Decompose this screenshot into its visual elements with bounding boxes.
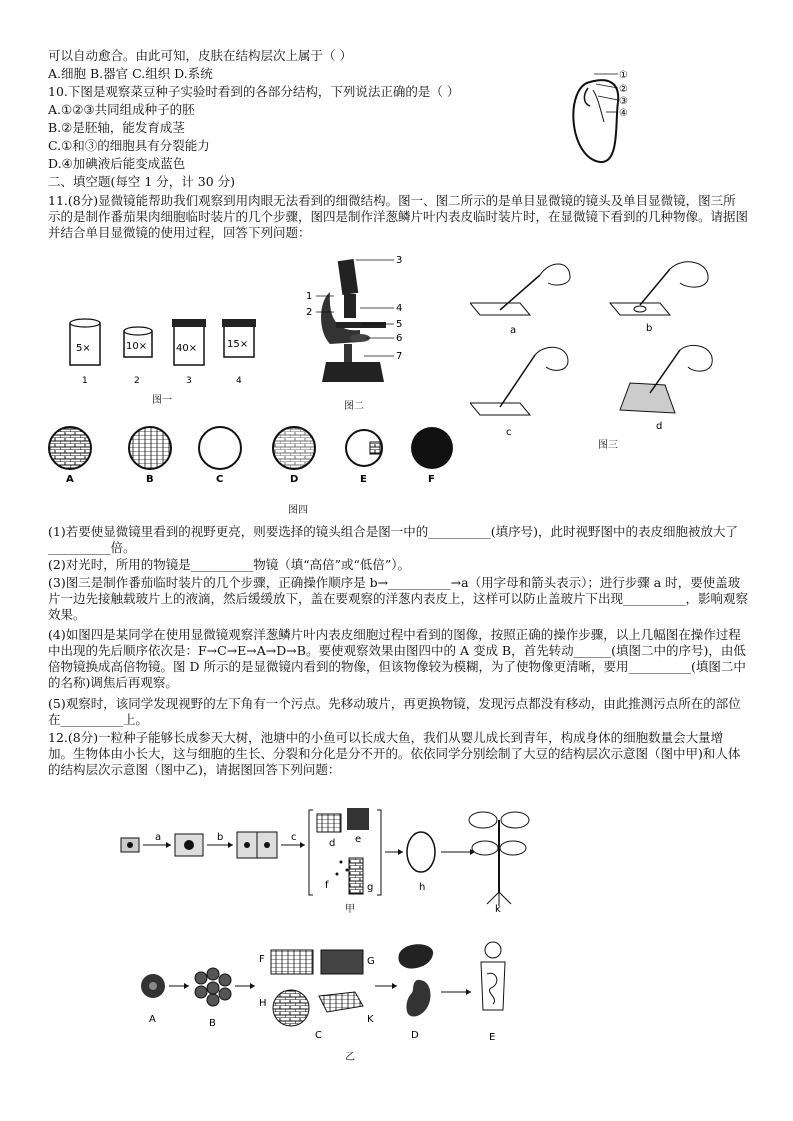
option-b: B.②是胚轴，能发育成茎 <box>48 120 185 135</box>
jia-label-k: k <box>495 904 501 915</box>
fig3-caption: 图三 <box>598 440 618 451</box>
view-a <box>49 427 91 485</box>
step-b <box>610 262 708 334</box>
jia-label-f: f <box>325 880 329 891</box>
jia-label-a: a <box>155 832 162 843</box>
question-12-stem: 12.(8分)一粒种子能够长成参天大树，池塘中的小鱼可以长成大鱼，我们从婴儿成长到青年，构成身体的细胞数量会大量增加。生物体由小长大，这与细胞的生长、分裂和分化是分不开的。依依同学分别绘制了大豆的结构层次示意图（图中甲)和人体的结构层次示意图（图中乙)，请据图回答下列问题： <box>48 730 741 777</box>
view-d-label: D <box>290 474 299 485</box>
jia-label-h: h <box>419 882 426 893</box>
fig2-caption: 图二 <box>344 401 364 412</box>
lens-3-mag: 40× <box>176 343 198 354</box>
seed-label-1: ① <box>619 70 628 81</box>
lens-2 <box>124 327 152 386</box>
lens-1-num: 1 <box>82 376 88 386</box>
lens-2-mag: 10× <box>126 341 148 352</box>
view-b <box>129 427 171 485</box>
view-f <box>411 427 453 485</box>
lens-3 <box>172 319 206 386</box>
lens-4 <box>222 319 256 386</box>
step-d <box>620 345 712 432</box>
view-a-label: A <box>66 474 74 485</box>
lens-4-mag: 15× <box>227 339 249 350</box>
seed-label-3: ③ <box>619 96 628 107</box>
yi-caption: 乙 <box>345 1052 355 1063</box>
view-d <box>273 427 315 485</box>
question-11-stem: 11.(8分)显微镜能帮助我们观察到用肉眼无法看到的细微结构。图一、图二所示的是单目显微镜的镜头及单目显微镜，图三所示的是制作番茄果肉细胞临时装片的几个步骤，图四是制作洋葱鳞片叶内表皮临时装片时，在显微镜下看到的几种物像。请据图并结合单目显微镜的使用过程，回答下列问题： <box>48 193 749 240</box>
jia-label-b: b <box>217 832 224 843</box>
fig4-caption: 图四 <box>288 505 308 516</box>
slide-steps-figure <box>470 255 730 450</box>
seed-label-4: ④ <box>619 108 628 119</box>
yi-label-b: B <box>209 1018 216 1029</box>
question-11-4: (4)如图四是某同学在使用显微镜观察洋葱鳞片叶内表皮细胞过程中看到的图像，按照正确的操作步骤，以上几幅图在操作过程中出现的先后顺序依次是：F→C→E→A→D→B。要使观察效果由图四中的 A 变成 B，首先转动______(填图二中的序号)，由低倍物镜换成高倍物镜。图 D 所示的是显微镜内看到的物像，但该物像较为模糊，为了使物像更清晰，要用__________(填图二中的名称)调焦后再观察。 <box>48 627 746 690</box>
human-hierarchy-figure <box>135 940 535 1050</box>
yi-label-c: C <box>315 1030 322 1041</box>
step-d-label: d <box>656 421 663 432</box>
yi-label-g: G <box>367 956 375 967</box>
view-f-label: F <box>428 474 435 485</box>
text-line: 可以自动愈合。由此可知，皮肤在结构层次上属于（ ） <box>48 48 352 63</box>
option-a: A.①②③共同组成种子的胚 <box>48 102 195 117</box>
soybean-hierarchy-figure <box>115 800 545 920</box>
option-c: C.①和③的细胞具有分裂能力 <box>48 138 210 153</box>
step-b-label: b <box>646 323 653 334</box>
question-11-1: (1)若要使显微镜里看到的视野更亮，则要选择的镜头组合是图一中的__________(填序号)，此时视野图中的表皮细胞被放大了__________倍。 <box>48 524 738 555</box>
option-d: D.④加碘液后能变成蓝色 <box>48 156 186 171</box>
lens-2-num: 2 <box>134 376 140 386</box>
jia-label-g: g <box>367 882 374 893</box>
scope-label-5: 5 <box>396 319 403 330</box>
lens-1 <box>70 319 100 386</box>
step-a-label: a <box>510 325 517 336</box>
scope-label-7: 7 <box>396 351 403 362</box>
view-e-label: E <box>360 474 367 485</box>
scope-label-2: 2 <box>306 307 313 318</box>
fig1-caption: 图一 <box>152 395 172 406</box>
view-c-label: C <box>216 474 224 485</box>
question-11-2: (2)对光时，所用的物镜是__________物镜（填“高倍”或“低倍”）。 <box>48 557 411 572</box>
view-e <box>346 430 382 485</box>
lens-1-mag: 5× <box>76 343 91 354</box>
question-11-3: (3)图三是制作番茄临时装片的几个步骤，正确操作顺序是 b→__________→a（用字母和箭头表示）；进行步骤 a 时，要使盖玻片一边先接触载玻片上的液滴，然后缓缓放下，盖在要观察的洋葱内表皮上，这样可以防止盖玻片下出现__________，影响观察效果。 <box>48 575 749 622</box>
question-11-5: (5)观察时，该同学发现视野的左下角有一个污点。先移动玻片，再更换物镜，发现污点都没有移动，由此推测污点所在的部位在__________上。 <box>48 696 741 727</box>
view-c <box>199 427 241 485</box>
step-a <box>470 264 570 336</box>
lens-figure <box>62 315 272 395</box>
lens-4-num: 4 <box>236 376 242 386</box>
yi-label-a: A <box>149 1014 156 1025</box>
section-heading: 二、填空题(每空 1 分，计 30 分) <box>48 174 236 189</box>
question-10: 10.下图是观察菜豆种子实验时看到的各部分结构，下列说法正确的是（ ） <box>48 84 460 99</box>
microscope-figure <box>300 252 420 392</box>
jia-label-e: e <box>355 834 362 845</box>
jia-caption: 甲 <box>345 904 355 915</box>
yi-label-k: K <box>367 1014 374 1025</box>
view-images-figure <box>40 420 500 490</box>
bean-seed-figure <box>560 62 650 172</box>
options-line: A.细胞 B.器官 C.组织 D.系统 <box>48 66 213 81</box>
yi-label-e: E <box>489 1032 496 1043</box>
yi-label-h: H <box>259 998 267 1009</box>
scope-label-3: 3 <box>396 255 403 266</box>
jia-label-c: c <box>291 832 297 843</box>
step-c-label: c <box>506 427 512 438</box>
lens-3-num: 3 <box>186 376 192 386</box>
scope-label-1: 1 <box>306 291 313 302</box>
jia-label-d: d <box>329 838 336 849</box>
yi-label-f: F <box>259 954 265 965</box>
yi-label-d: D <box>411 1030 419 1041</box>
scope-label-6: 6 <box>396 333 403 344</box>
scope-label-4: 4 <box>396 303 403 314</box>
view-b-label: B <box>146 474 154 485</box>
seed-label-2: ② <box>619 84 628 95</box>
